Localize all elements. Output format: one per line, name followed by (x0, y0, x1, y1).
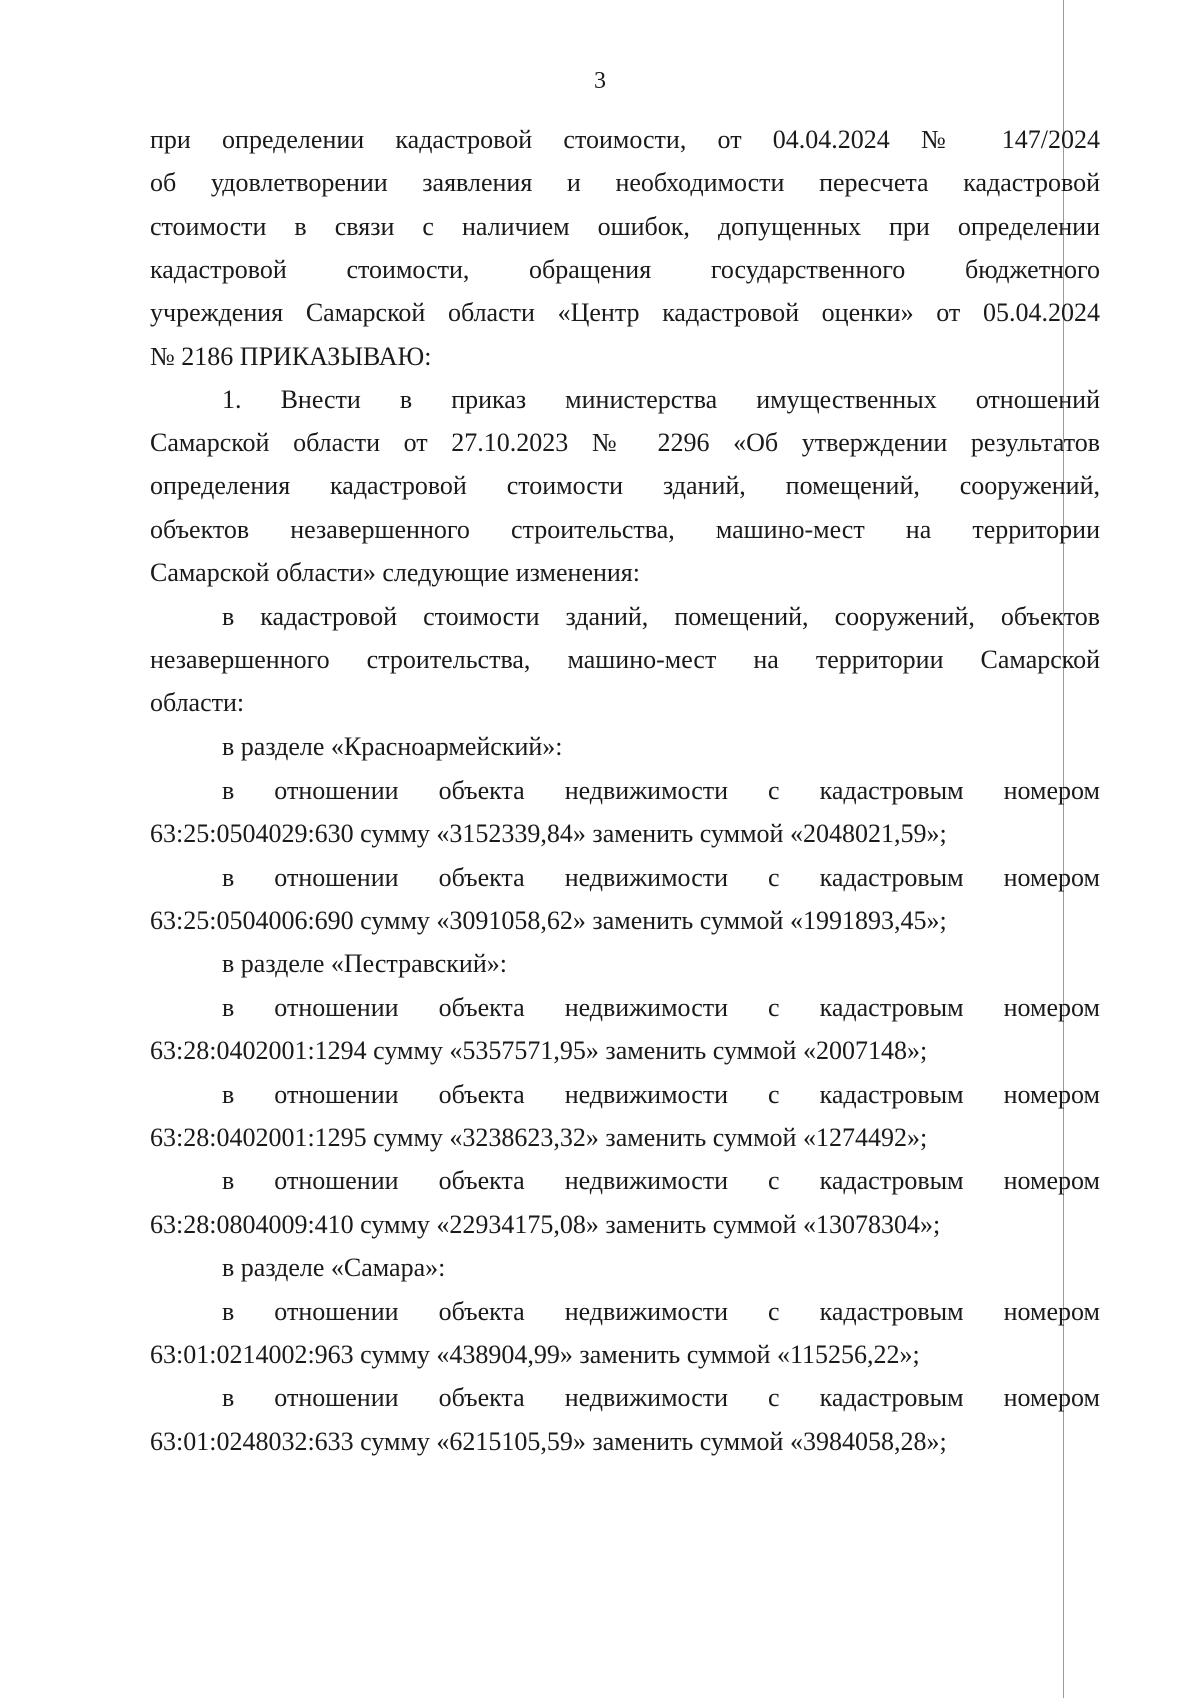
text-line: Самарской области от 27.10.2023 № 2296 «Об утверждении результатов (150, 428, 1100, 457)
text-line: в отношении объекта недвижимости с кадастровым номером (222, 776, 1100, 805)
text-line: 63:01:0214002:963 сумму «438904,99» заменить суммой «115256,22»; (150, 1340, 920, 1369)
text-line: объектов незавершенного строительства, машино-мест на территории (150, 515, 1100, 544)
text-line: Самарской области» следующие изменения: (150, 558, 640, 587)
text-line: кадастровой стоимости, обращения государственного бюджетного (150, 255, 1100, 284)
text-line: в отношении объекта недвижимости с кадастровым номером (222, 1297, 1100, 1326)
text-line: незавершенного строительства, машино-мест на территории Самарской (150, 645, 1100, 674)
text-line: об удовлетворении заявления и необходимости пересчета кадастровой (150, 168, 1100, 197)
text-line: № 2186 ПРИКАЗЫВАЮ: (150, 342, 432, 371)
text-line: в отношении объекта недвижимости с кадастровым номером (222, 1166, 1100, 1195)
text-line: 63:28:0804009:410 сумму «22934175,08» заменить суммой «13078304»; (150, 1210, 941, 1239)
page-number: 3 (594, 68, 606, 94)
text-line: учреждения Самарской области «Центр кадастровой оценки» от 05.04.2024 (150, 298, 1100, 327)
text-line: 63:25:0504029:630 сумму «3152339,84» заменить суммой «2048021,59»; (150, 819, 947, 848)
section-heading: в разделе «Самара»: (222, 1253, 446, 1282)
text-line: стоимости в связи с наличием ошибок, допущенных при определении (150, 212, 1100, 241)
text-line: в отношении объекта недвижимости с кадастровым номером (222, 1080, 1100, 1109)
text-line: 63:25:0504006:690 сумму «3091058,62» заменить суммой «1991893,45»; (150, 906, 947, 935)
text-line: определения кадастровой стоимости зданий, помещений, сооружений, (150, 471, 1100, 500)
text-line: при определении кадастровой стоимости, от 04.04.2024 № 147/2024 (150, 125, 1100, 154)
text-line: 63:01:0248032:633 сумму «6215105,59» заменить суммой «3984058,28»; (150, 1427, 947, 1456)
text-line: в отношении объекта недвижимости с кадастровым номером (222, 1383, 1100, 1412)
text-line: области: (150, 688, 245, 717)
text-line: в отношении объекта недвижимости с кадастровым номером (222, 863, 1100, 892)
text-line: в отношении объекта недвижимости с кадастровым номером (222, 993, 1100, 1022)
text-line: 1. Внести в приказ министерства имущественных отношений (222, 385, 1100, 414)
text-line: 63:28:0402001:1295 сумму «3238623,32» заменить суммой «1274492»; (150, 1123, 928, 1152)
section-heading: в разделе «Пестравский»: (222, 949, 507, 978)
text-line: в кадастровой стоимости зданий, помещений, сооружений, объектов (222, 602, 1100, 631)
section-heading: в разделе «Красноармейский»: (222, 732, 563, 761)
text-line: 63:28:0402001:1294 сумму «5357571,95» заменить суммой «2007148»; (150, 1036, 928, 1065)
